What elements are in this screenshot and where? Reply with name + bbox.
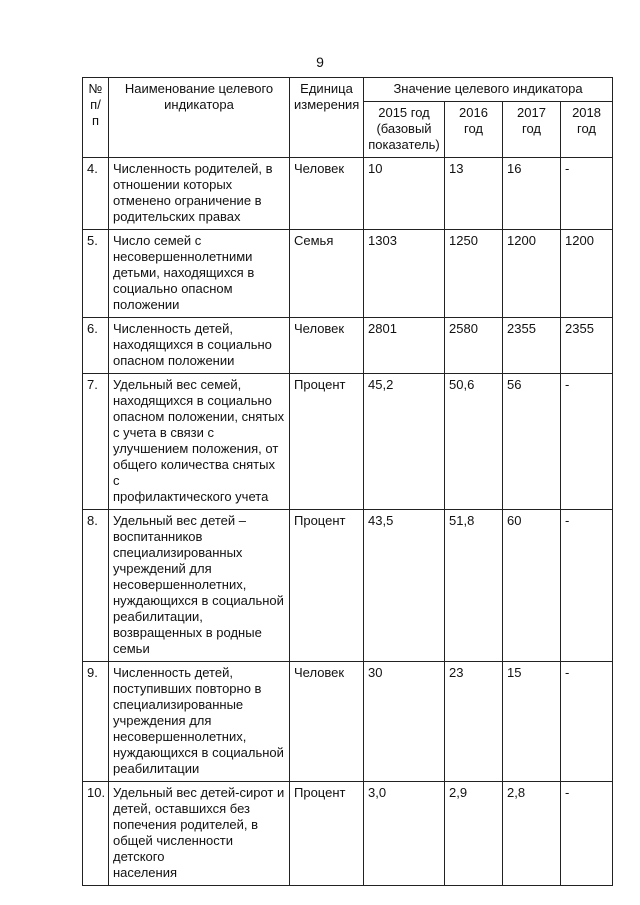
table-row [83,782,613,886]
row-number: 8. [83,510,109,662]
value-2016: 2580 [445,318,503,374]
value-2017: 2,8 [503,782,561,886]
value-2016: 51,8 [445,510,503,662]
value-2017: 60 [503,510,561,662]
value-2018: - [561,158,613,230]
value-2015: 43,5 [364,510,445,662]
indicator-name: Численность детей, находящихся в социально опасном положении [109,318,290,374]
indicators-table [82,77,613,886]
header-name: Наименование целевого индикатора [109,78,290,158]
indicators-body [83,158,613,886]
table-row [83,510,613,662]
value-2015: 45,2 [364,374,445,510]
header-year-2015: 2015 год (базовый показатель) [364,102,445,158]
unit-of-measure: Процент [290,374,364,510]
value-2017: 56 [503,374,561,510]
value-2015: 30 [364,662,445,782]
unit-of-measure: Человек [290,662,364,782]
value-2018: 1200 [561,230,613,318]
table-row [83,230,613,318]
table-row [83,318,613,374]
value-2015: 10 [364,158,445,230]
row-number: 5. [83,230,109,318]
value-2016: 2,9 [445,782,503,886]
value-2015: 2801 [364,318,445,374]
row-number: 4. [83,158,109,230]
header-year-2017: 2017 год [503,102,561,158]
value-2016: 50,6 [445,374,503,510]
value-2017: 16 [503,158,561,230]
indicator-name: Удельный вес семей, находящихся в социально опасном положении, снятых с учета в связи с улучшением положения, от общего количества снятых с профилактического учета [109,374,290,510]
indicator-name: Удельный вес детей – воспитанников специализированных учреждений для несовершеннолетних, нуждающихся в социальной реабилитации, возвращенных в родные семьи [109,510,290,662]
value-2017: 15 [503,662,561,782]
unit-of-measure: Человек [290,158,364,230]
unit-of-measure: Процент [290,510,364,662]
table-row [83,374,613,510]
indicator-name: Удельный вес детей-сирот и детей, оставшихся без попечения родителей, в общей численности детского населения [109,782,290,886]
value-2016: 1250 [445,230,503,318]
header-year-2016: 2016 год [445,102,503,158]
indicator-name: Число семей с несовершеннолетними детьми, находящихся в социально опасном положении [109,230,290,318]
value-2015: 1303 [364,230,445,318]
indicator-name: Численность детей, поступивших повторно в специализированные учреждения для несовершеннолетних, нуждающихся в социальной реабилитации [109,662,290,782]
value-2016: 23 [445,662,503,782]
header-num: № п/п [83,78,109,158]
value-2018: - [561,374,613,510]
unit-of-measure: Процент [290,782,364,886]
header-value-group: Значение целевого индикатора [364,78,613,102]
value-2018: 2355 [561,318,613,374]
row-number: 7. [83,374,109,510]
row-number: 10. [83,782,109,886]
page-number: 9 [316,54,324,70]
row-number: 6. [83,318,109,374]
value-2018: - [561,782,613,886]
row-number: 9. [83,662,109,782]
value-2015: 3,0 [364,782,445,886]
unit-of-measure: Семья [290,230,364,318]
table-row [83,662,613,782]
value-2016: 13 [445,158,503,230]
header-unit: Единица измерения [290,78,364,158]
value-2018: - [561,662,613,782]
value-2018: - [561,510,613,662]
table-row [83,158,613,230]
unit-of-measure: Человек [290,318,364,374]
header-year-2018: 2018 год [561,102,613,158]
indicator-name: Численность родителей, в отношении которых отменено ограничение в родительских правах [109,158,290,230]
value-2017: 2355 [503,318,561,374]
value-2017: 1200 [503,230,561,318]
